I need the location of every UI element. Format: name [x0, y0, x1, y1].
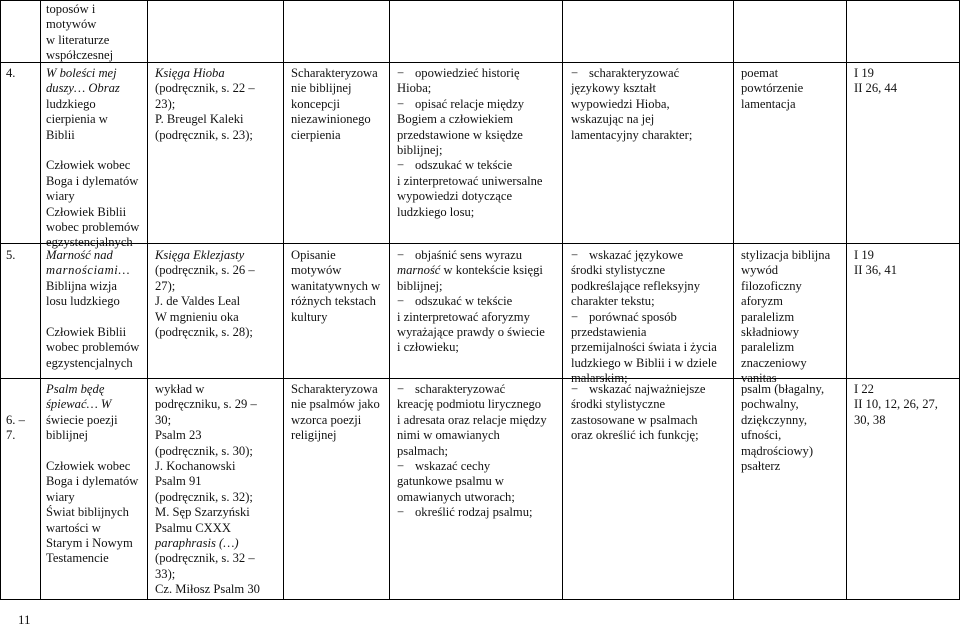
- topic-line: egzystencjalnych: [46, 235, 133, 250]
- topic-line: Człowiek Biblii: [46, 325, 127, 340]
- term: paralelizm: [741, 309, 795, 324]
- goal-cell: [291, 66, 387, 143]
- topic-line: [46, 444, 146, 459]
- text-line: 23);: [155, 96, 176, 111]
- topic-line: wiary: [46, 189, 75, 204]
- standards-cell: [854, 66, 958, 97]
- goal-line: nie psalmów jako: [291, 397, 380, 412]
- text-line: Psalmu CXXX: [155, 520, 231, 535]
- knowledge-line: przedstawione w księdze: [397, 127, 523, 142]
- column-border: [0, 0, 1, 600]
- goal-line: wzorca poezji: [291, 412, 362, 427]
- goal-line: Opisanie: [291, 248, 336, 262]
- skills-line: środki stylistyczne: [571, 397, 666, 412]
- goal-line: Scharakteryzowa: [291, 382, 378, 396]
- term: powtórzenie: [741, 81, 804, 96]
- goal-line: religijnej: [291, 428, 337, 443]
- knowledge-line: Hioba;: [397, 81, 432, 96]
- text-line: J. Kochanowski: [155, 459, 236, 474]
- texts-cell: [155, 66, 281, 143]
- text-line: wykład w: [155, 382, 205, 396]
- topic-line: Testamencie: [46, 551, 109, 566]
- skills-line: środki stylistyczne: [571, 263, 666, 278]
- skills-item: − wskazać językowe: [571, 248, 684, 262]
- knowledge-cell: [397, 382, 561, 521]
- column-border: [147, 0, 148, 600]
- column-border: [562, 0, 563, 600]
- knowledge-line: gatunkowe psalmu w: [397, 474, 505, 489]
- standard: II 36, 41: [854, 263, 898, 278]
- column-border: [733, 0, 734, 600]
- row-border: [0, 0, 960, 1]
- topic-line: motywów: [46, 17, 97, 32]
- goal-line: motywów: [291, 263, 342, 278]
- topic-cell: [46, 382, 146, 567]
- knowledge-line: kreację podmiotu lirycznego: [397, 397, 542, 412]
- skills-cell: [571, 382, 732, 444]
- text-line: (podręcznik, s. 32 –: [155, 551, 255, 566]
- knowledge-item: − opisać relacje między: [397, 96, 525, 111]
- skills-line: ludzkiego w Biblii i w dziele: [571, 355, 717, 370]
- skills-cell: [571, 66, 732, 143]
- topic-line: duszy… Obraz: [46, 81, 120, 96]
- topic-line: toposów i: [46, 2, 96, 16]
- standard: II 26, 44: [854, 81, 898, 96]
- topic-line: śpiewać… W: [46, 397, 112, 412]
- goal-line: koncepcji: [291, 96, 340, 111]
- terms-cell: [741, 382, 845, 474]
- term: paralelizm: [741, 340, 795, 355]
- term: stylizacja biblijna: [741, 248, 831, 262]
- knowledge-line: omawianych utworach;: [397, 489, 515, 504]
- topic-line: wobec problemów: [46, 340, 140, 355]
- knowledge-item: − wskazać cechy: [397, 459, 491, 474]
- standards-cell: [854, 248, 958, 279]
- topic-cell: [46, 66, 146, 251]
- topic-line: egzystencjalnych: [46, 355, 133, 370]
- text-title: Księga Hioba: [155, 66, 225, 80]
- term: aforyzm: [741, 294, 783, 309]
- column-border: [40, 0, 41, 600]
- goal-cell: [291, 382, 387, 444]
- topic-line: [46, 310, 146, 325]
- standard: I 22: [854, 382, 874, 396]
- text-line: (podręcznik, s. 23);: [155, 127, 253, 142]
- skills-cell: [571, 248, 732, 387]
- term: dziękczynny,: [741, 412, 807, 427]
- topic-line: [46, 143, 146, 158]
- term: mądrościowy): [741, 443, 814, 458]
- knowledge-item: − opowiedzieć historię: [397, 66, 520, 80]
- standard: 30, 38: [854, 412, 886, 427]
- goal-line: niezawinionego: [291, 112, 371, 127]
- goal-cell: [291, 248, 387, 325]
- text-line: (podręcznik, s. 22 –: [155, 81, 255, 96]
- text-line: 27);: [155, 278, 176, 293]
- skills-line: oraz określić ich funkcję;: [571, 428, 699, 443]
- skills-line: zastosowane w psalmach: [571, 412, 698, 427]
- column-border: [846, 0, 847, 600]
- standard: I 19: [854, 248, 874, 262]
- skills-line: przemijalności świata i życia: [571, 340, 717, 355]
- page-number: 11: [18, 612, 31, 627]
- topic-cell: [46, 248, 146, 371]
- term: filozoficzny: [741, 278, 802, 293]
- text-line: J. de Valdes Leal: [155, 294, 241, 309]
- goal-line: wanitatywnych w: [291, 278, 381, 293]
- knowledge-line: wypowiedzi dotyczące: [397, 189, 513, 204]
- terms-cell: [741, 66, 845, 112]
- topic-line: Człowiek wobec: [46, 158, 131, 173]
- knowledge-line: i zinterpretować uniwersalne: [397, 173, 543, 188]
- text-line: Psalm 91: [155, 474, 202, 489]
- text-line: podręczniku, s. 29 –: [155, 397, 257, 412]
- standard: I 19: [854, 66, 874, 80]
- knowledge-line: i człowieku;: [397, 340, 459, 355]
- text-line: (podręcznik, s. 32);: [155, 489, 253, 504]
- skills-line: malarskim;: [571, 371, 628, 386]
- goal-line: różnych tekstach: [291, 294, 376, 309]
- goal-line: cierpienia: [291, 127, 341, 142]
- term: poemat: [741, 66, 779, 80]
- topic-line: wartości w: [46, 520, 101, 535]
- knowledge-line: marność w kontekście księgi: [397, 263, 543, 278]
- skills-line: przedstawienia: [571, 325, 647, 340]
- topic-cell: [46, 2, 146, 64]
- topic-line: w literaturze: [46, 32, 110, 47]
- topic-line: Człowiek wobec: [46, 459, 131, 474]
- topic-line: Biblii: [46, 127, 75, 142]
- knowledge-item: − odszukać w tekście: [397, 158, 513, 173]
- skills-line: wskazując na jej: [571, 112, 655, 127]
- knowledge-line: psalmach;: [397, 443, 449, 458]
- skills-item: − scharakteryzować: [571, 66, 680, 80]
- topic-line: W boleści mej: [46, 66, 117, 80]
- knowledge-cell: [397, 248, 561, 356]
- lesson-number: 6. – 7.: [6, 412, 25, 443]
- knowledge-line: ludzkiego losu;: [397, 204, 475, 219]
- lesson-number: 5.: [6, 248, 16, 262]
- lesson-number: 4.: [6, 66, 16, 80]
- column-border: [389, 0, 390, 600]
- term: pochwalny,: [741, 397, 799, 412]
- knowledge-line: wyrażające prawdy o świecie: [397, 325, 545, 340]
- knowledge-item: − objaśnić sens wyrazu: [397, 248, 523, 262]
- text-line: 33);: [155, 566, 176, 581]
- knowledge-item: − określić rodzaj psalmu;: [397, 505, 533, 520]
- topic-line: Boga i dylematów: [46, 474, 139, 489]
- term: ufności,: [741, 428, 782, 443]
- text-line: (podręcznik, s. 26 –: [155, 263, 255, 278]
- term: znaczeniowy: [741, 355, 807, 370]
- topic-line: losu ludzkiego: [46, 294, 120, 309]
- goal-line: kultury: [291, 309, 328, 324]
- texts-cell: [155, 382, 281, 598]
- row-border: [0, 599, 960, 600]
- skills-item: − wskazać najważniejsze: [571, 382, 706, 396]
- goal-line: Scharakteryzowa: [291, 66, 378, 80]
- knowledge-item: − odszukać w tekście: [397, 294, 513, 309]
- skills-line: charakter tekstu;: [571, 294, 655, 309]
- topic-line: ludzkiego: [46, 96, 96, 111]
- skills-line: podkreślające refleksyjny: [571, 278, 701, 293]
- knowledge-line: nimi w omawianych: [397, 428, 500, 443]
- term: psałterz: [741, 459, 781, 474]
- topic-line: współczesnej: [46, 48, 114, 63]
- topic-line: wobec problemów: [46, 220, 140, 235]
- topic-line: Boga i dylematów: [46, 173, 139, 188]
- knowledge-item: − scharakteryzować: [397, 382, 506, 396]
- knowledge-line: i adresata oraz relacje między: [397, 412, 547, 427]
- knowledge-line: Bogiem a człowiekiem: [397, 112, 514, 127]
- standard: II 10, 12, 26, 27,: [854, 397, 938, 412]
- skills-line: lamentacyjny charakter;: [571, 127, 693, 142]
- text-title: Księga Eklezjasty: [155, 248, 245, 262]
- text-line: M. Sęp Szarzyński: [155, 505, 250, 520]
- text-line: (podręcznik, s. 30);: [155, 443, 253, 458]
- text-line: W mgnieniu oka: [155, 309, 239, 324]
- topic-line: świecie poezji: [46, 412, 118, 427]
- term: wywód: [741, 263, 779, 278]
- topic-line: Człowiek Biblii: [46, 204, 127, 219]
- texts-cell: [155, 248, 281, 340]
- goal-line: nie biblijnej: [291, 81, 352, 96]
- skills-line: wypowiedzi Hioba,: [571, 96, 670, 111]
- knowledge-line: biblijnej;: [397, 143, 443, 158]
- text-line: paraphrasis (…): [155, 536, 239, 551]
- topic-line: Biblijna wizja: [46, 278, 117, 293]
- text-line: Cz. Miłosz Psalm 30: [155, 582, 260, 597]
- topic-line: biblijnej: [46, 428, 88, 443]
- topic-line: wiary: [46, 489, 75, 504]
- skills-item: − porównać sposób: [571, 309, 677, 324]
- text-line: Psalm 23: [155, 428, 202, 443]
- topic-line: Świat biblijnych: [46, 505, 129, 520]
- knowledge-line: i zinterpretować aforyzmy: [397, 309, 530, 324]
- text-line: 30;: [155, 412, 172, 427]
- topic-line: Starym i Nowym: [46, 536, 133, 551]
- topic-line: marnościami…: [46, 263, 131, 278]
- text-line: P. Breugel Kaleki: [155, 112, 244, 127]
- knowledge-cell: [397, 66, 561, 220]
- text-line: (podręcznik, s. 28);: [155, 325, 253, 340]
- term: składniowy: [741, 325, 800, 340]
- standards-cell: [854, 382, 958, 428]
- skills-line: językowy kształt: [571, 81, 656, 96]
- term: lamentacja: [741, 96, 796, 111]
- topic-line: cierpienia w: [46, 112, 108, 127]
- term: psalm (błagalny,: [741, 382, 825, 396]
- topic-line: Psalm będę: [46, 382, 105, 396]
- term: vanitas: [741, 371, 777, 386]
- terms-cell: [741, 248, 845, 387]
- column-border: [283, 0, 284, 600]
- knowledge-line: biblijnej;: [397, 278, 443, 293]
- topic-line: Marność nad: [46, 248, 113, 262]
